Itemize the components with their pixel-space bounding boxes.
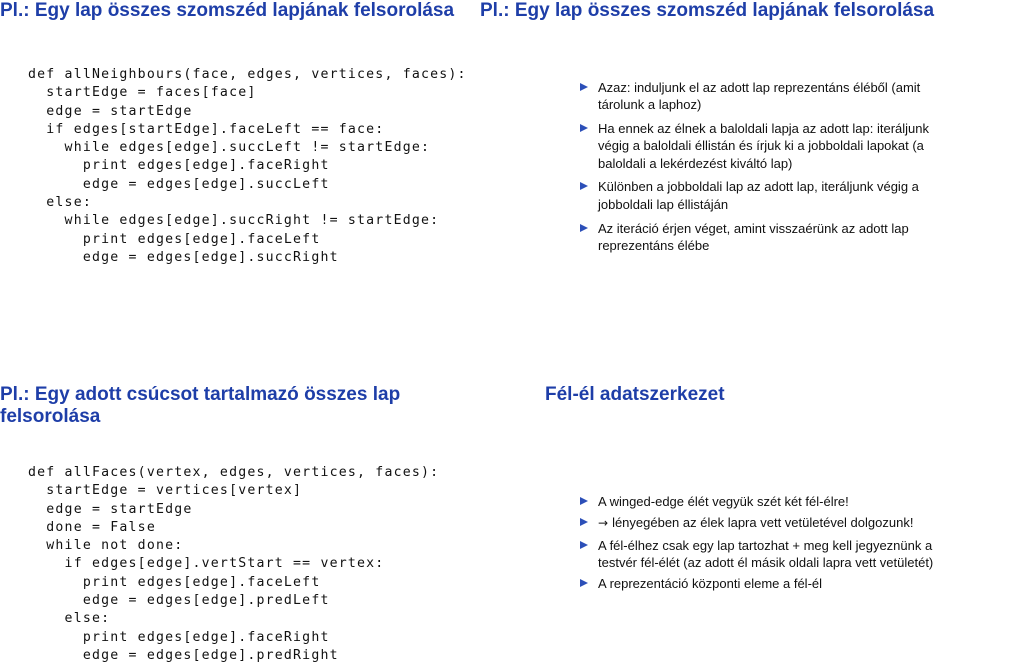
slide-all-neighbours-code	[0, 0, 480, 327]
slide-all-neighbours-explanation	[480, 0, 960, 327]
bullet-list	[580, 493, 950, 596]
code-line: startEdge = vertices[vertex]	[28, 483, 303, 499]
bullet-text: Azaz: induljunk el az adott lap reprezentáns éléből (amit tárolunk a laphoz)	[598, 80, 921, 113]
code-line: done = False	[28, 519, 156, 535]
code-line: print edges[edge].faceRight	[28, 629, 330, 645]
code-line: startEdge = faces[face]	[28, 85, 257, 101]
right-arrow-icon: →	[598, 516, 609, 531]
code-line: if edges[startEdge].faceLeft == face:	[28, 121, 385, 137]
code-line: if edges[edge].vertStart == vertex:	[28, 556, 385, 572]
bullet-item	[580, 120, 950, 172]
code-block-all-faces	[28, 464, 439, 665]
code-line: while edges[edge].succRight != startEdge:	[28, 213, 440, 229]
triangle-right-icon	[580, 182, 588, 190]
bullet-text: Az iteráció érjen véget, amint visszaérünk az adott lap reprezentáns élébe	[598, 220, 909, 253]
triangle-right-icon	[580, 83, 588, 91]
bullet-item	[580, 220, 950, 255]
triangle-right-icon	[580, 579, 588, 587]
bullet-text: Ha ennek az élnek a baloldali lapja az adott lap: iteráljunk végig a baloldali éllistán és írjuk ki a jobboldali lapokat (a baloldali a lekérdezést kiváltó lap)	[598, 121, 929, 171]
bullet-item	[580, 575, 950, 592]
code-line: def allNeighbours(face, edges, vertices, faces):	[28, 67, 467, 82]
slide-title: Pl.: Egy lap összes szomszéd lapjának felsorolása	[480, 0, 935, 21]
code-block-all-neighbours	[28, 66, 467, 267]
triangle-right-icon	[580, 541, 588, 549]
slide-title: Fél-él adatszerkezet	[545, 384, 725, 405]
code-line: edge = startEdge	[28, 103, 193, 119]
bullet-text: A winged-edge élét vegyük szét két fél-élre!	[598, 494, 849, 509]
code-line: edge = edges[edge].predRight	[28, 647, 339, 663]
bullet-item	[580, 537, 950, 572]
triangle-right-icon	[580, 518, 588, 526]
code-line: while edges[edge].succLeft != startEdge:	[28, 140, 431, 156]
bullet-text: A reprezentáció központi eleme a fél-él	[598, 576, 823, 592]
code-line: print edges[edge].faceRight	[28, 158, 330, 174]
bullet-text: A fél-élhez csak egy lap tartozhat + meg kell jegyeznünk a testvér fél-élét (az adott él másik oldali lapra vett vetületét)	[598, 537, 934, 570]
triangle-right-icon	[580, 224, 588, 232]
bullet-item	[580, 79, 950, 114]
triangle-right-icon	[580, 124, 588, 132]
code-line: while not done:	[28, 538, 184, 554]
slide-title: Pl.: Egy lap összes szomszéd lapjának felsorolása	[0, 0, 455, 21]
bullet-item	[580, 178, 950, 213]
bullet-text: lényegében az élek lapra vett vetületével dolgozunk!	[612, 515, 914, 531]
bullet-text: Különben a jobboldali lap az adott lap, iteráljunk végig a jobboldali lap éllistáján	[598, 179, 919, 212]
code-line: else:	[28, 195, 92, 211]
code-line: edge = edges[edge].succLeft	[28, 176, 330, 192]
code-line: def allFaces(vertex, edges, vertices, faces):	[28, 465, 440, 480]
code-line: edge = startEdge	[28, 501, 193, 517]
code-line: print edges[edge].faceLeft	[28, 231, 321, 247]
slide-title: Pl.: Egy adott csúcsot tartalmazó összes lap felsorolása	[0, 384, 401, 427]
code-line: edge = edges[edge].succRight	[28, 249, 339, 265]
code-line: edge = edges[edge].predLeft	[28, 593, 330, 609]
bullet-item	[580, 493, 950, 510]
slide-half-edge	[480, 328, 960, 655]
bullet-list	[580, 79, 950, 261]
code-line: print edges[edge].faceLeft	[28, 574, 321, 590]
bullet-item	[580, 514, 950, 532]
slide-all-faces-code	[0, 328, 480, 663]
triangle-right-icon	[580, 497, 588, 505]
code-line: else:	[28, 611, 111, 627]
